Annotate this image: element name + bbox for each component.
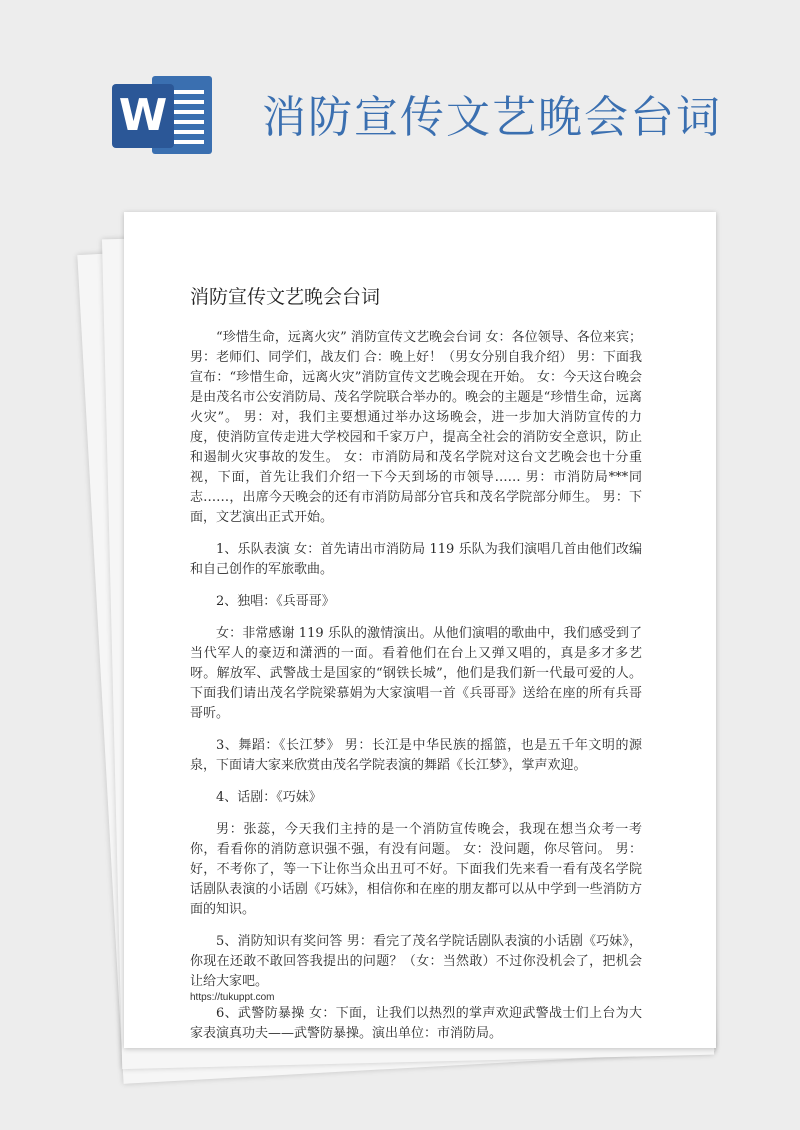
document-page [124,212,716,1048]
paragraph-program-2-heading: 2、独唱：《兵哥哥》 [216,594,335,609]
banner-title: 消防宣传文艺晚会台词 [262,92,722,143]
word-icon [112,74,216,158]
document-title: 消防宣传文艺晚会台词 [190,286,381,308]
paragraph-program-3: 3、舞蹈：《长江梦》 男：长江是中华民族的摇篮，也是五千年文明的源泉，下面请大家来欣赏由茂名学院表演的舞蹈《长江梦》，掌声欢迎。 [190,738,642,773]
paragraph-program-4-body: 男：张蕊，今天我们主持的是一个消防宣传晚会，我现在想当众考一考你，看看你的消防意识强不强，有没有问题。 女：没问题，你尽管问。 男：好，不考你了，等一下让你当众出丑可不好。下面我们先来看一看有茂名学院话剧队表演的小话剧《巧妹》，相信你和在座的朋友都可以从中学到一些消防方面的知识。 [190,822,642,917]
document-body [190,328,642,1056]
paragraph-program-4-heading: 4、话剧：《巧妹》 [216,790,322,805]
word-letter-badge: W [112,84,174,148]
paragraph-program-5: 5、消防知识有奖问答 男：看完了茂名学院话剧队表演的小话剧《巧妹》，你现在还敢不敢回答我提出的问题？（女：当然敢）不过你没机会了，把机会让给大家吧。 [190,934,642,989]
paragraph-program-1: 1、乐队表演 女：首先请出市消防局 119 乐队为我们演唱几首由他们改编和自己创作的军旅歌曲。 [190,542,642,577]
paragraph-intro: “珍惜生命，远离火灾” 消防宣传文艺晚会台词 女：各位领导、各位来宾；男：老师们、同学们，战友们 合：晚上好！（男女分别自我介绍） 男：下面我宣布：“珍惜生命，远离火灾”消防宣传文艺晚会现在开始。 女：今天这台晚会是由茂名市公安消防局、茂名学院联合举办的。晚会的主题是“珍惜生命，远离火灾”。 男：对，我们主要想通过举办这场晚会，进一步加大消防宣传的力度，使消防宣传走进大学校园和千家万户，提高全社会的消防安全意识，防止和遏制火灾事故的发生。 女：市消防局和茂名学院对这台文艺晚会也十分重视，下面，首先让我们介绍一下今天到场的市领导…… 男：市消防局***同志……，出席今天晚会的还有市消防局部分官兵和茂名学院部分师生。 男：下面，文艺演出正式开始。 [190,330,642,525]
banner-header [0,0,800,200]
paragraph-program-6: 6、武警防暴操 女：下面，让我们以热烈的掌声欢迎武警战士们上台为大家表演真功夫——武警防暴操。演出单位：市消防局。 [190,1006,642,1041]
paragraph-program-2-body: 女：非常感谢 119 乐队的激情演出。从他们演唱的歌曲中，我们感受到了当代军人的豪迈和潇洒的一面。看着他们在台上又弹又唱的，真是多才多艺呀。解放军、武警战士是国家的“钢铁长城”，他们是我们新一代最可爱的人。下面我们请出茂名学院梁慕娟为大家演唱一首《兵哥哥》送给在座的所有兵哥哥听。 [190,626,642,721]
footer-url: https://tukuppt.com [190,992,275,1003]
